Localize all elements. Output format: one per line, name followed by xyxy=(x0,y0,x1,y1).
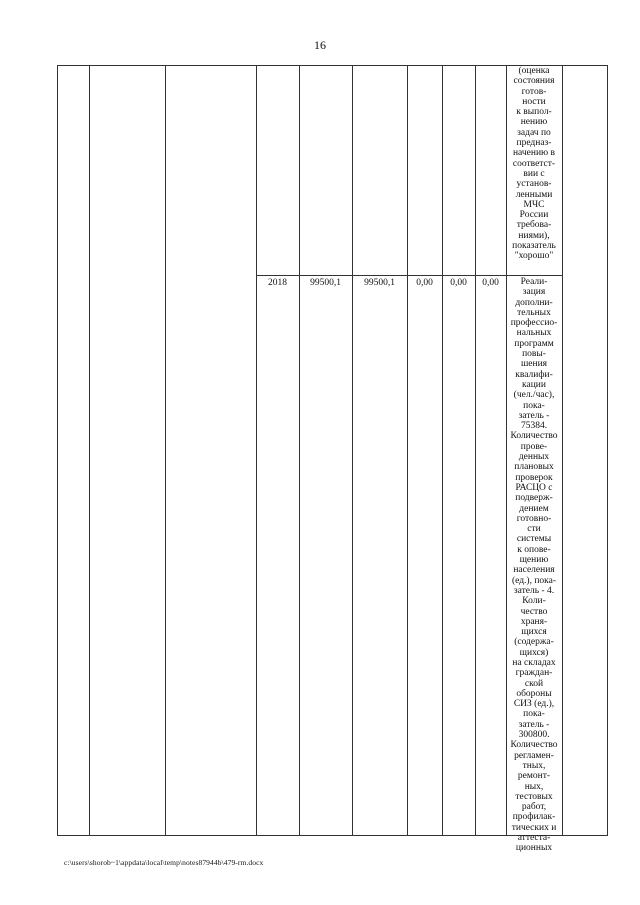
description-line: пока- xyxy=(523,400,545,411)
description-line: денных xyxy=(518,452,550,463)
description-line: пока- xyxy=(523,709,545,720)
column-border xyxy=(89,65,90,836)
column-border xyxy=(407,65,408,836)
description-line: прове- xyxy=(520,441,548,452)
description-line: готовно- xyxy=(516,513,552,524)
description-line: установ- xyxy=(516,179,552,190)
description-line: нению xyxy=(520,117,548,128)
row2-other: 0,00 xyxy=(482,278,499,288)
description-line: к опове- xyxy=(517,544,551,555)
description-line: работ, xyxy=(521,802,547,813)
description-line: требова- xyxy=(516,220,552,231)
description-line: 75384. xyxy=(520,421,548,432)
description-line: ленными xyxy=(515,189,553,200)
description-line: состояния xyxy=(513,76,555,87)
description-line: тестовых xyxy=(515,791,553,802)
description-line: ремонт- xyxy=(517,771,551,782)
description-line: затель - xyxy=(518,719,550,730)
description-line: подверж- xyxy=(515,493,553,504)
description-line: тельных xyxy=(517,307,551,318)
description-line: щихся xyxy=(521,627,547,638)
description-line: задач по xyxy=(517,127,551,138)
description-line: чество xyxy=(520,606,548,617)
description-line: плановых xyxy=(514,462,554,473)
description-line: Реали- xyxy=(520,277,548,287)
description-line: профессио- xyxy=(510,318,558,329)
row-separator xyxy=(256,275,562,276)
description-line: начению в xyxy=(512,148,556,159)
description-line: Коли- xyxy=(522,596,546,607)
description-line: населения xyxy=(513,565,555,576)
description-line: регламен- xyxy=(514,750,554,761)
description-line: тных, xyxy=(522,760,546,771)
column-border xyxy=(165,65,166,836)
row2-regional: 99500,1 xyxy=(364,278,395,288)
description-line: нальных xyxy=(516,328,552,339)
description-line: шения xyxy=(520,359,548,370)
description-line: профилак- xyxy=(512,812,556,823)
row2-description xyxy=(506,277,562,854)
description-line: ционных xyxy=(515,843,553,854)
column-border xyxy=(352,65,353,836)
description-line: квалифи- xyxy=(515,369,553,380)
description-line: предназ- xyxy=(516,138,552,149)
description-line: СИЗ (ед.), xyxy=(513,699,555,710)
description-line: (оценка xyxy=(518,66,550,76)
column-border xyxy=(442,65,443,836)
row2-total: 99500,1 xyxy=(310,278,341,288)
description-line: затель - xyxy=(518,410,550,421)
description-line: аттеста- xyxy=(517,833,551,844)
column-border xyxy=(57,65,58,836)
row2-municipal: 0,00 xyxy=(450,278,467,288)
description-line: ности xyxy=(522,96,546,107)
description-line: храня- xyxy=(520,616,548,627)
description-line: Количество xyxy=(510,431,558,442)
column-border xyxy=(607,65,608,836)
column-border xyxy=(475,65,476,836)
description-line: сти xyxy=(527,524,541,535)
description-line: МЧС xyxy=(523,199,545,210)
description-line: соответст- xyxy=(512,158,556,169)
description-line: затель - 4. xyxy=(513,585,555,596)
description-line: программ xyxy=(514,338,554,349)
column-border xyxy=(299,65,300,836)
description-line: вии с xyxy=(523,168,545,179)
budget-table xyxy=(57,65,608,854)
description-line: зация xyxy=(522,287,546,298)
description-line: "хорошо" xyxy=(514,251,554,262)
page-number: 16 xyxy=(314,38,326,52)
row2-federal: 0,00 xyxy=(416,278,433,288)
row2-year: 2018 xyxy=(268,278,287,288)
description-line: ской xyxy=(524,678,544,689)
description-line: граждан- xyxy=(515,668,553,679)
description-line: повы- xyxy=(522,349,546,360)
document-path-footer: c:\users\shorob~1\appdata\local\temp\notes87944b\479-rm.docx xyxy=(64,858,264,867)
description-line: щихся) xyxy=(519,647,549,658)
description-line: проверок xyxy=(515,472,553,483)
description-line: ных, xyxy=(524,781,544,792)
description-line: России xyxy=(519,210,549,221)
description-line: (содержа- xyxy=(514,637,554,648)
description-line: готов- xyxy=(521,86,547,97)
description-line: 300800. xyxy=(518,730,550,741)
description-line: дением xyxy=(519,503,549,514)
description-line: системы xyxy=(516,534,552,545)
column-border xyxy=(256,65,257,836)
description-line: показатель xyxy=(512,241,556,252)
row1-description xyxy=(506,66,562,262)
description-line: Количество xyxy=(510,740,558,751)
description-line: (ед.), пока- xyxy=(511,575,557,586)
description-line: к выпол- xyxy=(516,107,552,118)
description-line: РАСЦО с xyxy=(515,482,553,493)
description-line: тических и xyxy=(511,822,557,833)
description-line: на складах xyxy=(512,657,556,668)
description-line: ниями), xyxy=(518,230,550,241)
description-line: дополни- xyxy=(515,297,553,308)
description-line: обороны xyxy=(516,688,552,699)
description-line: (чел./час), xyxy=(513,390,555,401)
description-line: кации xyxy=(522,379,546,390)
column-border xyxy=(562,65,563,836)
description-line: щению xyxy=(519,555,549,566)
